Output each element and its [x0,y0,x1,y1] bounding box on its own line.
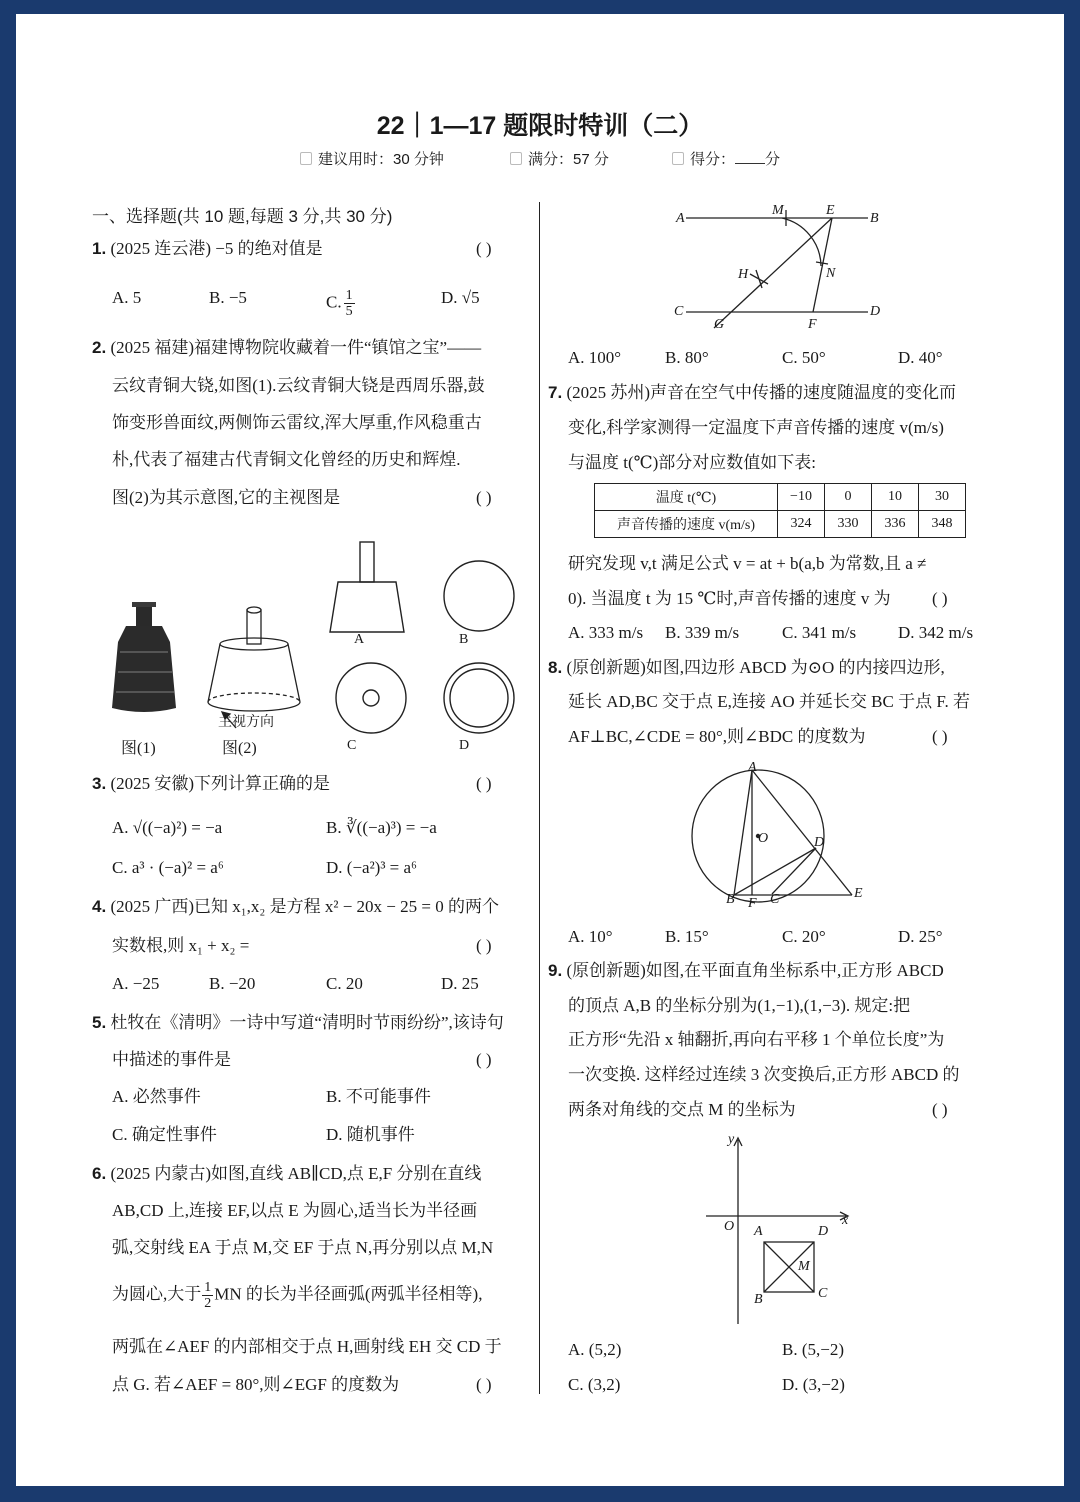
q9-answer-bracket[interactable]: ( ) [932,1100,948,1119]
q7-option-a[interactable]: A. 333 m/s [568,623,644,642]
q6-line-4a: 为圆心,大于 [112,1284,202,1304]
q3-option-d[interactable]: D. (−a²)³ = a⁶ [326,858,417,877]
full-score-text: 满分：57 分 [528,151,609,168]
q6-fig-label-n: N [826,266,836,281]
q9-line-5: 两条对角线的交点 M 的坐标为 [568,1100,796,1119]
q5-number: 5. [92,1013,107,1032]
question-4 [92,897,499,917]
q6-fraction [202,1280,213,1311]
table-cell: 336 [872,511,919,538]
figure-1-caption: 图(1) [121,740,156,757]
view-direction-label: 主视方向 [218,715,274,730]
q8-fig-label-e: E [854,886,863,901]
q1-option-b[interactable]: B. −5 [209,288,247,307]
question-6 [92,1164,481,1184]
q1-stem: (2025 连云港) −5 的绝对值是 [110,239,323,258]
q7-line-4: 研究发现 v,t 满足公式 v = at + b(a,b 为常数,且 a ≠ [568,554,927,573]
score-prefix: 得分： [690,151,736,168]
figure-2-caption: 图(2) [222,740,257,757]
option-b-view [444,561,514,631]
question-2 [92,338,481,358]
q6-fig-label-d: D [870,304,881,319]
q6-fig-label-b: B [870,211,879,226]
q6-fig-label-h: H [738,267,749,282]
q9-option-b[interactable]: B. (5,−2) [782,1340,844,1359]
q1-number: 1. [92,239,107,258]
q6-fig-label-c: C [674,304,684,319]
worksheet-page [16,14,1064,1486]
q6-line-5: 两弧在∠AEF 的内部相交于点 H,画射线 EH 交 CD 于 [112,1337,502,1356]
q6-fig-label-m: M [772,203,784,218]
column-divider [539,202,540,1394]
q2-number: 2. [92,338,107,357]
q3-stem: (2025 安徽)下列计算正确的是 [110,774,331,793]
q8-line-2: 延长 AD,BC 交于点 E,连接 AO 并延长交 BC 于点 F. 若 [568,692,970,711]
table-cell: 330 [825,511,872,538]
q9-line-4: 一次变换. 这样经过连续 3 次变换后,正方形 ABCD 的 [568,1065,960,1084]
section-heading: 一、选择题(共 10 题,每题 3 分,共 30 分) [92,207,393,226]
q4-answer-bracket[interactable]: ( ) [476,936,492,955]
q9-line-3: 正方形“先沿 x 轴翻折,再向右平移 1 个单位长度”为 [568,1030,945,1049]
q4-option-c[interactable]: C. 20 [326,974,363,993]
option-d-view [444,663,514,733]
q2-label-a: A [354,632,365,647]
q7-answer-bracket[interactable]: ( ) [932,589,948,608]
q3-number: 3. [92,774,107,793]
q9-fig-label-y: y [728,1132,735,1147]
q6-line-6: 点 G. 若∠AEF = 80°,则∠EGF 的度数为 [112,1375,400,1394]
q7-line-5: 0). 当温度 t 为 15 ℃时,声音传播的速度 v 为 [568,589,891,608]
q7-number: 7. [548,383,563,402]
q2-line-1: (2025 福建)福建博物院收藏着一件“镇馆之宝”—— [110,338,482,357]
q8-option-b[interactable]: B. 15° [665,927,709,946]
table-cell: 348 [919,511,966,538]
q6-figure [656,202,896,342]
q2-label-d: D [459,738,470,753]
q8-option-c[interactable]: C. 20° [782,927,826,946]
q9-fig-label-m: M [798,1259,810,1274]
q3-answer-bracket[interactable]: ( ) [476,774,492,793]
q6-answer-bracket[interactable]: ( ) [476,1375,492,1394]
q7-line-3: 与温度 t(℃)部分对应数值如下表: [568,453,817,472]
question-8 [548,658,945,678]
q5-line-1: 杜牧在《清明》一诗中写道“清明时节雨纷纷”,该诗句 [110,1013,504,1032]
q6-fig-label-g: G [714,317,725,332]
q4-option-d[interactable]: D. 25 [441,974,479,993]
q9-line-2: 的顶点 A,B 的坐标分别为(1,−1),(1,−3). 规定:把 [568,996,911,1015]
q5-option-b[interactable]: B. 不可能事件 [326,1087,431,1106]
clock-icon [300,152,312,165]
q8-answer-bracket[interactable]: ( ) [932,727,948,746]
table-cell: 324 [778,511,825,538]
q9-option-a[interactable]: A. (5,2) [568,1340,622,1359]
q2-label-c: C [347,738,357,753]
q6-number: 6. [92,1164,107,1183]
q9-fig-label-x: x [842,1213,849,1228]
q7-line-2: 变化,科学家测得一定温度下声音传播的速度 v(m/s) [568,418,944,437]
table-row-header: 温度 t(℃) [595,484,778,511]
bell-schematic [208,607,300,728]
q7-option-b[interactable]: B. 339 m/s [665,623,740,642]
q3-option-b[interactable]: B. ∛((−a)³) = −a [326,818,437,837]
score-field [672,148,780,169]
score-suffix: 分 [765,151,781,168]
q4-option-a[interactable]: A. −25 [112,974,160,993]
q6-option-c[interactable]: C. 50° [782,348,826,367]
table-row-header: 声音传播的速度 v(m/s) [595,511,778,538]
page-title: 22｜1—17 题限时特训（二） [376,112,704,140]
q9-fig-label-d: D [818,1224,829,1239]
q7-line-1: (2025 苏州)声音在空气中传播的速度随温度的变化而 [566,383,957,402]
q9-fig-label-c: C [818,1286,828,1301]
question-7 [548,383,956,403]
q5-option-d[interactable]: D. 随机事件 [326,1125,415,1144]
q6-line-1: (2025 内蒙古)如图,直线 AB∥CD,点 E,F 分别在直线 [110,1164,482,1183]
question-5 [92,1013,504,1033]
q7-option-d[interactable]: D. 342 m/s [898,623,974,642]
q8-line-3: AF⊥BC,∠CDE = 80°,则∠BDC 的度数为 [568,727,866,746]
q5-answer-bracket[interactable]: ( ) [476,1050,492,1069]
q6-option-d[interactable]: D. 40° [898,348,943,367]
q1-frac-num: 1 [345,288,353,303]
q9-option-c[interactable]: C. (3,2) [568,1375,621,1394]
question-3 [92,774,330,794]
q8-fig-label-d: D [814,835,825,850]
suggested-time-text: 建议用时：30 分钟 [318,151,444,168]
q5-option-c[interactable]: C. 确定性事件 [112,1125,217,1144]
q8-fig-label-c: C [770,892,780,907]
q6-line-4 [112,1280,482,1311]
q1-option-a[interactable]: A. 5 [112,288,142,307]
q9-fig-label-o: O [724,1219,735,1234]
q6-option-b[interactable]: B. 80° [665,348,709,367]
question-9 [548,961,944,981]
table-row [595,511,966,538]
q8-figure [686,766,876,916]
q2-answer-bracket[interactable]: ( ) [476,488,492,507]
q9-number: 9. [548,961,563,980]
q6-line-2: AB,CD 上,连接 EF,以点 E 为圆心,适当长为半径画 [112,1201,478,1220]
score-blank[interactable] [735,163,765,164]
q4-line-1: (2025 广西)已知 x₁,x₂ 是方程 x² − 20x − 25 = 0 的两个 [110,897,499,916]
q4-option-b[interactable]: B. −20 [209,974,256,993]
q5-option-a[interactable]: A. 必然事件 [112,1087,201,1106]
q6-frac-den: 2 [204,1296,212,1311]
q2-line-4: 朴,代表了福建古代青铜文化曾经的历史和辉煌. [112,450,461,469]
q9-option-d[interactable]: D. (3,−2) [782,1375,845,1394]
q7-option-c[interactable]: C. 341 m/s [782,623,857,642]
q4-number: 4. [92,897,107,916]
full-score [510,148,609,169]
q1-option-d[interactable]: D. √5 [441,288,480,307]
q2-line-2: 云纹青铜大铙,如图(1).云纹青铜大铙是西周乐器,鼓 [112,376,485,395]
q3-option-a[interactable]: A. √((−a)²) = −a [112,818,223,837]
q3-option-c[interactable]: C. a³ · (−a)² = a⁶ [112,858,224,877]
q1-option-c[interactable] [326,288,355,319]
q6-option-a[interactable]: A. 100° [568,348,622,367]
q8-line-1: (原创新题)如图,四边形 ABCD 为⊙O 的内接四边形, [566,658,945,677]
table-cell: −10 [778,484,825,511]
q4-line-2: 实数根,则 x₁ + x₂ = [112,936,250,955]
q6-frac-num: 1 [204,1280,212,1295]
q1-frac-den: 5 [345,304,353,319]
q5-line-2: 中描述的事件是 [112,1050,231,1069]
q8-option-a[interactable]: A. 10° [568,927,613,946]
q8-option-d[interactable]: D. 25° [898,927,943,946]
q6-fig-label-e: E [826,203,835,218]
option-c-view [336,663,406,733]
q6-line-3: 弧,交射线 EA 于点 M,交 EF 于点 N,再分别以点 M,N [112,1238,494,1257]
q1-fraction [344,288,355,319]
q1-option-c-label: C. [326,292,342,312]
q8-number: 8. [548,658,563,677]
table-cell: 0 [825,484,872,511]
q9-fig-label-a: A [754,1224,763,1239]
q9-line-1: (原创新题)如图,在平面直角坐标系中,正方形 ABCD [566,961,944,980]
q2-line-5: 图(2)为其示意图,它的主视图是 [112,488,341,507]
suggested-time [300,148,444,169]
q7-data-table [594,483,966,538]
pen-icon [672,152,684,165]
q8-fig-label-b: B [726,892,735,907]
q2-line-3: 饰变形兽面纹,两侧饰云雷纹,浑大厚重,作风稳重古 [112,413,482,432]
question-1 [92,239,323,259]
score-icon [510,152,522,165]
q8-fig-label-a: A [748,760,757,775]
table-cell: 30 [919,484,966,511]
q6-fig-label-f: F [808,317,817,332]
q8-fig-label-f: F [748,896,757,911]
option-a-view [330,542,404,632]
q2-label-b: B [459,632,469,647]
q8-fig-label-o: O [758,831,769,846]
q9-coordinate-figure [696,1132,856,1332]
q6-line-4b: MN 的长为半径画弧(两弧半径相等), [214,1284,483,1304]
table-cell: 10 [872,484,919,511]
table-row [595,484,966,511]
q6-fig-label-a: A [676,211,685,226]
q1-answer-bracket[interactable]: ( ) [476,239,492,258]
bronze-bell-photo [112,602,176,712]
q9-fig-label-b: B [754,1292,763,1307]
